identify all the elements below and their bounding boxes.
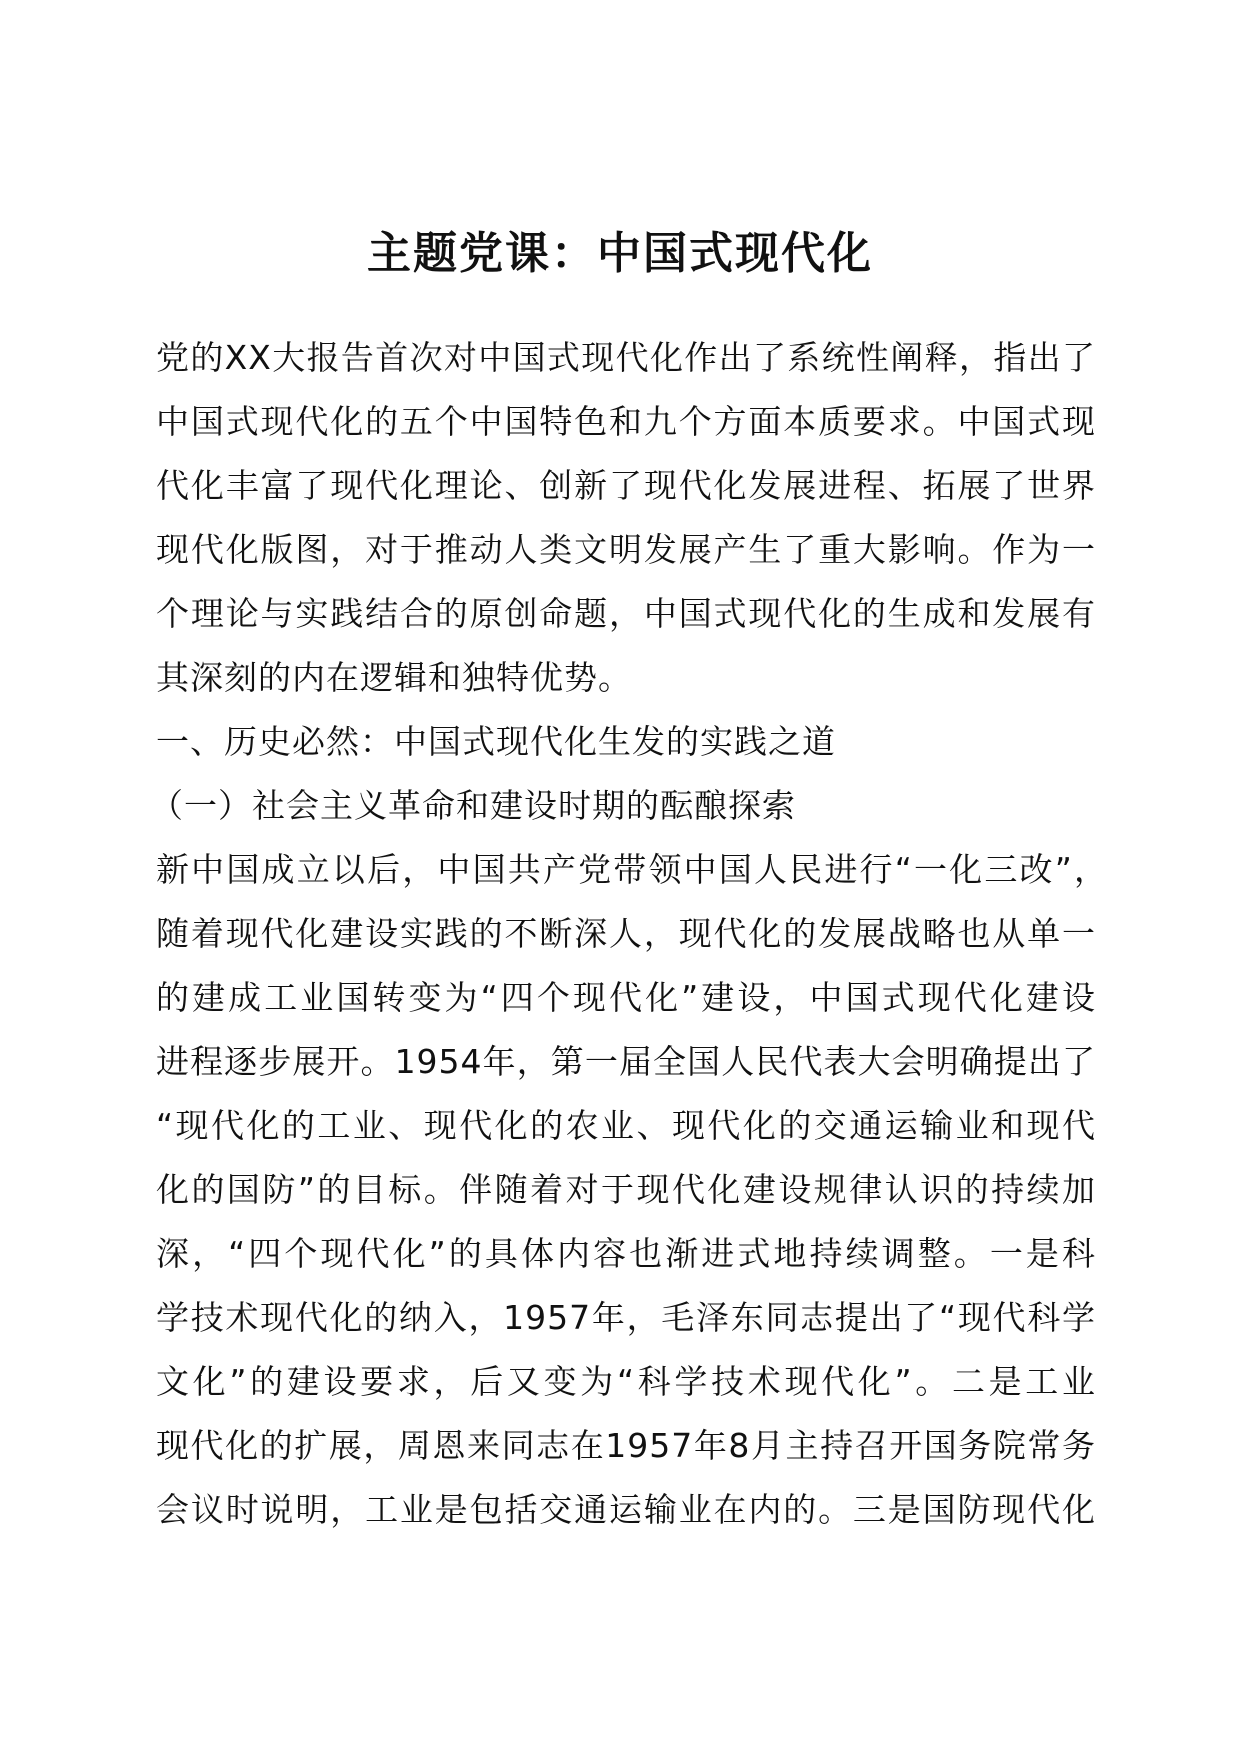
body-line: 深，“四个现代化”的具体内容也渐进式地持续调整。一是科 <box>156 1234 1096 1273</box>
body-line: 个理论与实践结合的原创命题，中国式现代化的生成和发展有 <box>156 594 1096 633</box>
body-line: 代化丰富了现代化理论、创新了现代化发展进程、拓展了世界 <box>156 466 1096 505</box>
body-line: 的建成工业国转变为“四个现代化”建设，中国式现代化建设 <box>156 978 1096 1017</box>
body-line: 文化”的建设要求，后又变为“科学技术现代化”。二是工业 <box>156 1362 1096 1401</box>
body-line: 中国式现代化的五个中国特色和九个方面本质要求。中国式现 <box>156 402 1096 441</box>
body-line: 化的国防”的目标。伴随着对于现代化建设规律认识的持续加 <box>156 1170 1096 1209</box>
body-line: 新中国成立以后，中国共产党带领中国人民进行“一化三改”， <box>156 850 1108 889</box>
body-line: 进程逐步展开。1954年，第一届全国人民代表大会明确提出了 <box>156 1042 1096 1081</box>
body-line: 其深刻的内在逻辑和独特优势。 <box>156 658 632 697</box>
body-line: 现代化的扩展，周恩来同志在1957年8月主持召开国务院常务 <box>156 1426 1096 1465</box>
body-line: 现代化版图，对于推动人类文明发展产生了重大影响。作为一 <box>156 530 1096 569</box>
body-line: 会议时说明，工业是包括交通运输业在内的。三是国防现代化 <box>156 1490 1096 1529</box>
body-line: 学技术现代化的纳入，1957年，毛泽东同志提出了“现代科学 <box>156 1298 1096 1337</box>
body-line: “现代化的工业、现代化的农业、现代化的交通运输业和现代 <box>156 1106 1096 1145</box>
section-heading: 一、历史必然：中国式现代化生发的实践之道 <box>156 722 836 761</box>
body-line: 随着现代化建设实践的不断深人，现代化的发展战略也从单一 <box>156 914 1096 953</box>
body-line: 党的XX大报告首次对中国式现代化作出了系统性阐释，指出了 <box>156 338 1096 377</box>
subsection-heading: （一）社会主义革命和建设时期的酝酿探索 <box>150 786 796 825</box>
document-title: 主题党课：中国式现代化 <box>367 228 873 279</box>
